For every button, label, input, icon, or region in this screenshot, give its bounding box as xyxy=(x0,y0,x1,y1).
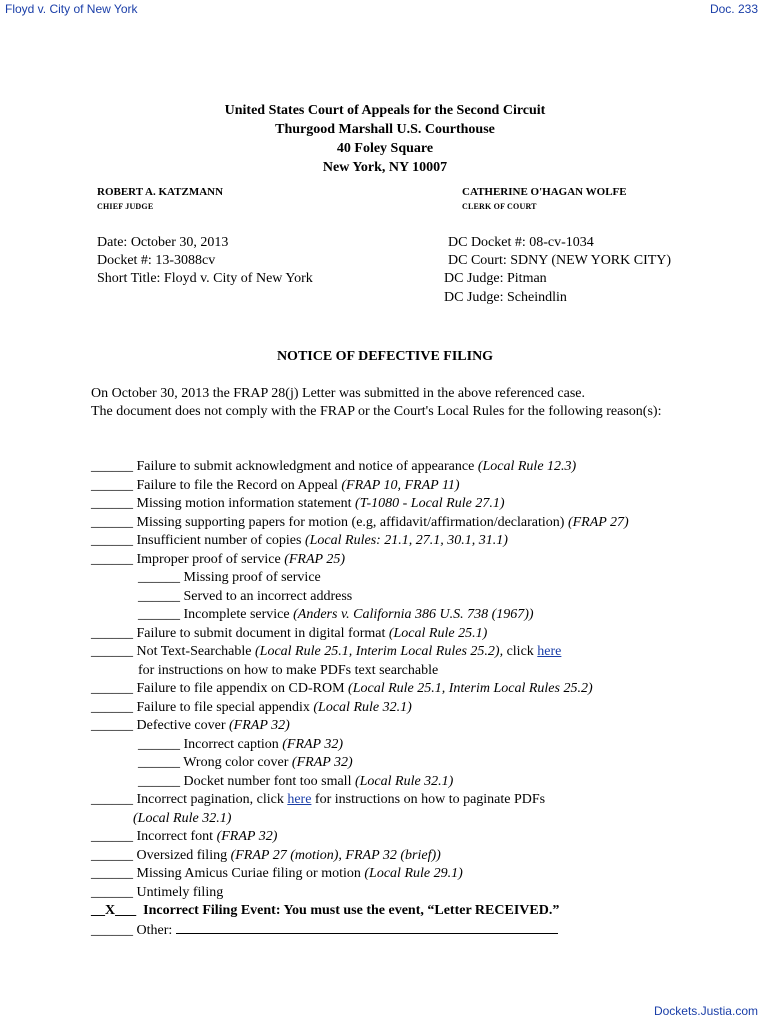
reason-text: Incorrect pagination, click xyxy=(133,792,288,807)
reason-item xyxy=(91,902,559,920)
court-name: United States Court of Appeals for the Second Circuit xyxy=(224,103,546,118)
reason-checkbox-blank: ______ xyxy=(91,459,133,474)
chief-judge-title: CHIEF JUDGE xyxy=(97,202,154,211)
reason-item xyxy=(91,477,460,495)
reason-rule-reference: (FRAP 27) xyxy=(567,514,629,530)
reason-text: for instructions on how to paginate PDFs xyxy=(311,792,546,807)
reason-checkbox-blank: ______ xyxy=(91,718,133,733)
reason-rule-reference: (Local Rule 12.3) xyxy=(477,459,577,474)
reason-rule-reference: (T-1080 - Local Rule 27.1) xyxy=(355,496,505,511)
reason-rule-reference: (FRAP 32) xyxy=(291,755,353,770)
reason-text: Missing motion information statement xyxy=(133,496,356,511)
reason-checkbox-blank: ______ xyxy=(91,792,133,807)
here-link[interactable]: here xyxy=(287,792,312,807)
reason-text: Oversized filing xyxy=(133,847,231,863)
dc-docket-line: DC Docket #: 08-cv-1034 xyxy=(448,235,594,250)
reason-checkbox-blank: ______ xyxy=(91,496,133,511)
reason-text: Incorrect Filing Event: You must use the event, “Letter RECEIVED.” xyxy=(136,903,560,918)
reason-checkbox-blank: ______ xyxy=(91,922,133,938)
reason-item xyxy=(91,717,290,735)
reason-checkbox-blank: ______ xyxy=(91,625,133,641)
notice-intro-line-1: On October 30, 2013 the FRAP 28(j) Letter was submitted in the above referenced case. xyxy=(91,386,585,401)
court-building: Thurgood Marshall U.S. Courthouse xyxy=(275,122,495,137)
reason-text: Incorrect caption xyxy=(180,736,283,752)
reason-rule-reference: (FRAP 32) xyxy=(229,718,290,733)
reason-item xyxy=(91,532,508,550)
reason-checkbox-blank: __X___ xyxy=(91,903,137,918)
short-title-line: Short Title: Floyd v. City of New York xyxy=(97,271,313,286)
reason-rule-reference: (Local Rule 32.1) xyxy=(354,773,454,789)
reason-text: Incorrect font xyxy=(133,829,217,844)
reason-checkbox-blank: ______ xyxy=(138,570,180,585)
reason-text: Served to an incorrect address xyxy=(180,588,353,604)
reason-checkbox-blank: ______ xyxy=(91,551,133,567)
reason-item xyxy=(91,458,576,476)
reason-checkbox-blank: ______ xyxy=(91,477,133,493)
clerk-title: CLERK OF COURT xyxy=(462,202,537,211)
reason-rule-reference: (Local Rule 25.1, Interim Local Rules 25.2), xyxy=(255,644,504,659)
reason-checkbox-blank: ______ xyxy=(91,884,133,900)
reason-item xyxy=(91,514,629,532)
reason-checkbox-blank: ______ xyxy=(138,773,180,789)
reason-item xyxy=(91,884,223,902)
clerk-name: CATHERINE O'HAGAN WOLFE xyxy=(462,186,627,198)
reason-text: Failure to file special appendix xyxy=(133,699,314,715)
reason-rule-reference: (FRAP 10, FRAP 11) xyxy=(341,477,460,493)
reason-item xyxy=(91,643,561,661)
reason-text: Other: xyxy=(133,922,176,938)
notice-title: NOTICE OF DEFECTIVE FILING xyxy=(276,349,494,364)
reason-checkbox-blank: ______ xyxy=(138,607,180,622)
reason-rule-reference: (FRAP 32) xyxy=(282,736,344,752)
dc-judge-1-line: DC Judge: Pitman xyxy=(444,271,547,286)
reason-text: Wrong color cover xyxy=(180,755,292,770)
reason-item xyxy=(91,828,277,846)
reason-text: Failure to submit acknowledgment and notice of appearance xyxy=(133,459,478,474)
reason-checkbox-blank: ______ xyxy=(91,533,133,548)
reason-checkbox-blank: ______ xyxy=(91,829,133,844)
reason-text: Failure to submit document in digital format xyxy=(133,625,389,641)
reason-rule-reference: (Anders v. California 386 U.S. 738 (1967)) xyxy=(293,607,534,622)
reason-rule-reference: (FRAP 27 (motion), FRAP 32 (brief)) xyxy=(230,847,441,863)
reason-text: Missing proof of service xyxy=(180,570,321,585)
reason-item xyxy=(138,662,438,680)
reason-checkbox-blank: ______ xyxy=(138,755,180,770)
reason-item xyxy=(91,791,545,809)
reason-text: Missing supporting papers for motion (e.g, affidavit/affirmation/declaration) xyxy=(133,514,568,530)
reason-checkbox-blank: ______ xyxy=(91,681,133,696)
reason-item xyxy=(138,606,534,624)
reason-item xyxy=(138,569,321,587)
here-link[interactable]: here xyxy=(537,644,562,659)
reason-text: Failure to file the Record on Appeal xyxy=(133,477,342,493)
reason-rule-reference: (Local Rules: 21.1, 27.1, 30.1, 31.1) xyxy=(304,533,508,548)
notice-intro-line-2: The document does not comply with the FRAP or the Court's Local Rules for the following reason(s): xyxy=(91,404,662,419)
reason-item xyxy=(91,680,593,698)
reason-text: Improper proof of service xyxy=(133,551,285,567)
chief-judge-name: ROBERT A. KATZMANN xyxy=(97,186,224,198)
reason-rule-reference: (Local Rule 25.1) xyxy=(388,625,488,641)
reason-text: Not Text-Searchable xyxy=(133,644,255,659)
reason-checkbox-blank: ______ xyxy=(138,588,180,604)
reason-text: for instructions on how to make PDFs text searchable xyxy=(138,662,439,678)
reason-item xyxy=(91,847,441,865)
doc-number-header: Doc. 233 xyxy=(709,2,758,16)
reason-rule-reference: (FRAP 25) xyxy=(284,551,345,567)
date-line: Date: October 30, 2013 xyxy=(97,235,229,250)
case-title-header: Floyd v. City of New York xyxy=(5,2,138,16)
reason-checkbox-blank: ______ xyxy=(91,699,133,715)
reason-rule-reference: (Local Rule 25.1, Interim Local Rules 25.2) xyxy=(348,681,593,696)
reason-text: click xyxy=(503,644,538,659)
reason-text: Defective cover xyxy=(133,718,229,733)
court-street: 40 Foley Square xyxy=(336,141,434,156)
reason-item xyxy=(138,588,352,606)
reason-checkbox-blank: ______ xyxy=(91,866,133,881)
reason-checkbox-blank: ______ xyxy=(91,644,133,659)
reason-item xyxy=(91,921,558,940)
reason-item xyxy=(91,551,345,569)
reason-checkbox-blank: ______ xyxy=(138,736,180,752)
reason-rule-reference: (Local Rule 32.1) xyxy=(133,810,232,826)
docket-line: Docket #: 13-3088cv xyxy=(97,253,216,268)
reason-text: Docket number font too small xyxy=(180,773,355,789)
reason-rule-reference: (Local Rule 29.1) xyxy=(364,866,463,881)
reason-rule-reference: (Local Rule 32.1) xyxy=(313,699,412,715)
reason-checkbox-blank: ______ xyxy=(91,514,133,530)
reason-item xyxy=(91,625,487,643)
reason-text: Missing Amicus Curiae filing or motion xyxy=(133,866,365,881)
other-input-line xyxy=(176,921,558,934)
dc-judge-2-line: DC Judge: Scheindlin xyxy=(444,290,567,305)
reason-item xyxy=(138,773,453,791)
reason-item xyxy=(138,736,343,754)
court-city: New York, NY 10007 xyxy=(322,160,448,175)
reason-text: Insufficient number of copies xyxy=(133,533,305,548)
reason-checkbox-blank: ______ xyxy=(91,847,133,863)
reason-text: Incomplete service xyxy=(180,607,294,622)
reason-item xyxy=(91,495,505,513)
reason-item xyxy=(91,699,412,717)
reason-item xyxy=(138,754,353,772)
reason-item xyxy=(133,810,231,828)
dc-court-line: DC Court: SDNY (NEW YORK CITY) xyxy=(448,253,672,268)
reason-rule-reference: (FRAP 32) xyxy=(216,829,278,844)
reason-text: Failure to file appendix on CD-ROM xyxy=(133,681,349,696)
reason-text: Untimely filing xyxy=(133,884,224,900)
reason-item xyxy=(91,865,463,883)
source-footer[interactable]: Dockets.Justia.com xyxy=(653,1004,758,1018)
